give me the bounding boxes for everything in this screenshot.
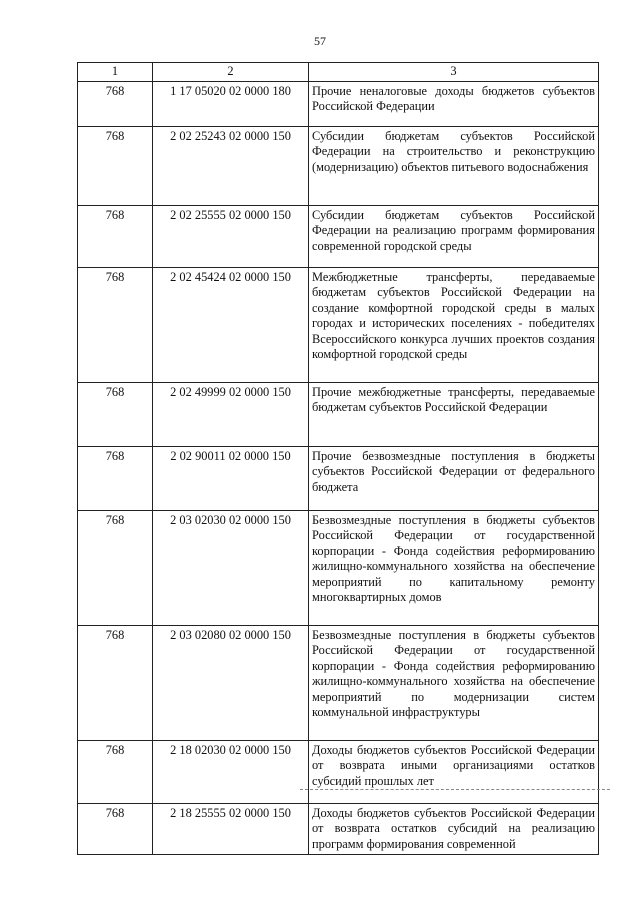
column-header-1: 1 — [78, 63, 153, 82]
table-row — [78, 382, 599, 446]
page-number: 57 — [314, 34, 326, 48]
description-cell: Межбюджетные трансферты, передаваемые бюджетам субъектов Российской Федерации на создание комфортной городской среды в малых городах и исторических поселениях - победителях Всероссийского конкурса лучших проектов создания комфортной городской среды — [309, 267, 599, 382]
table-row — [78, 803, 599, 855]
budget-codes-table — [77, 62, 599, 855]
revenue-code-cell: 2 02 90011 02 0000 150 — [153, 446, 309, 510]
description-cell: Безвозмездные поступления в бюджеты субъектов Российской Федерации от государственной корпорации - Фонда содействия реформированию жилищно-коммунального хозяйства на обеспечение мероприятий по капитальному ремонту многоквартирных домов — [309, 510, 599, 625]
admin-code-cell: 768 — [78, 510, 153, 625]
revenue-code-cell: 2 02 45424 02 0000 150 — [153, 267, 309, 382]
revenue-code-cell: 2 03 02080 02 0000 150 — [153, 625, 309, 740]
description-cell: Доходы бюджетов субъектов Российской Федерации от возврата иными организациями остатков субсидий прошлых лет — [309, 740, 599, 803]
table-row — [78, 625, 599, 740]
admin-code-cell: 768 — [78, 740, 153, 803]
admin-code-cell: 768 — [78, 382, 153, 446]
description-cell: Субсидии бюджетам субъектов Российской Федерации на строительство и реконструкцию (модернизацию) объектов питьевого водоснабжения — [309, 126, 599, 205]
table-row — [78, 510, 599, 625]
description-cell: Безвозмездные поступления в бюджеты субъектов Российской Федерации от государственной корпорации - Фонда содействия реформированию жилищно-коммунального хозяйства на обеспечение мероприятий по модернизации систем коммунальной инфраструктуры — [309, 625, 599, 740]
table-row — [78, 446, 599, 510]
admin-code-cell: 768 — [78, 205, 153, 267]
revenue-code-cell: 2 18 02030 02 0000 150 — [153, 740, 309, 803]
column-header-2: 2 — [153, 63, 309, 82]
table-header-row — [78, 63, 599, 82]
revenue-code-cell: 2 02 49999 02 0000 150 — [153, 382, 309, 446]
table-row — [78, 126, 599, 205]
admin-code-cell: 768 — [78, 81, 153, 126]
revenue-code-cell: 2 02 25243 02 0000 150 — [153, 126, 309, 205]
table-row — [78, 740, 599, 803]
admin-code-cell: 768 — [78, 126, 153, 205]
description-cell: Прочие безвозмездные поступления в бюджеты субъектов Российской Федерации от федерального бюджета — [309, 446, 599, 510]
revenue-code-cell: 1 17 05020 02 0000 180 — [153, 81, 309, 126]
admin-code-cell: 768 — [78, 803, 153, 855]
dashed-separator — [300, 789, 610, 790]
revenue-code-cell: 2 18 25555 02 0000 150 — [153, 803, 309, 855]
description-cell: Субсидии бюджетам субъектов Российской Федерации на реализацию программ формирования современной городской среды — [309, 205, 599, 267]
description-cell: Прочие межбюджетные трансферты, передаваемые бюджетам субъектов Российской Федерации — [309, 382, 599, 446]
revenue-code-cell: 2 02 25555 02 0000 150 — [153, 205, 309, 267]
revenue-code-cell: 2 03 02030 02 0000 150 — [153, 510, 309, 625]
table-row — [78, 81, 599, 126]
admin-code-cell: 768 — [78, 625, 153, 740]
admin-code-cell: 768 — [78, 267, 153, 382]
column-header-3: 3 — [309, 63, 599, 82]
description-cell: Доходы бюджетов субъектов Российской Федерации от возврата остатков субсидий на реализацию программ формирования современной — [309, 803, 599, 855]
table-row — [78, 205, 599, 267]
admin-code-cell: 768 — [78, 446, 153, 510]
table-row — [78, 267, 599, 382]
description-cell: Прочие неналоговые доходы бюджетов субъектов Российской Федерации — [309, 81, 599, 126]
